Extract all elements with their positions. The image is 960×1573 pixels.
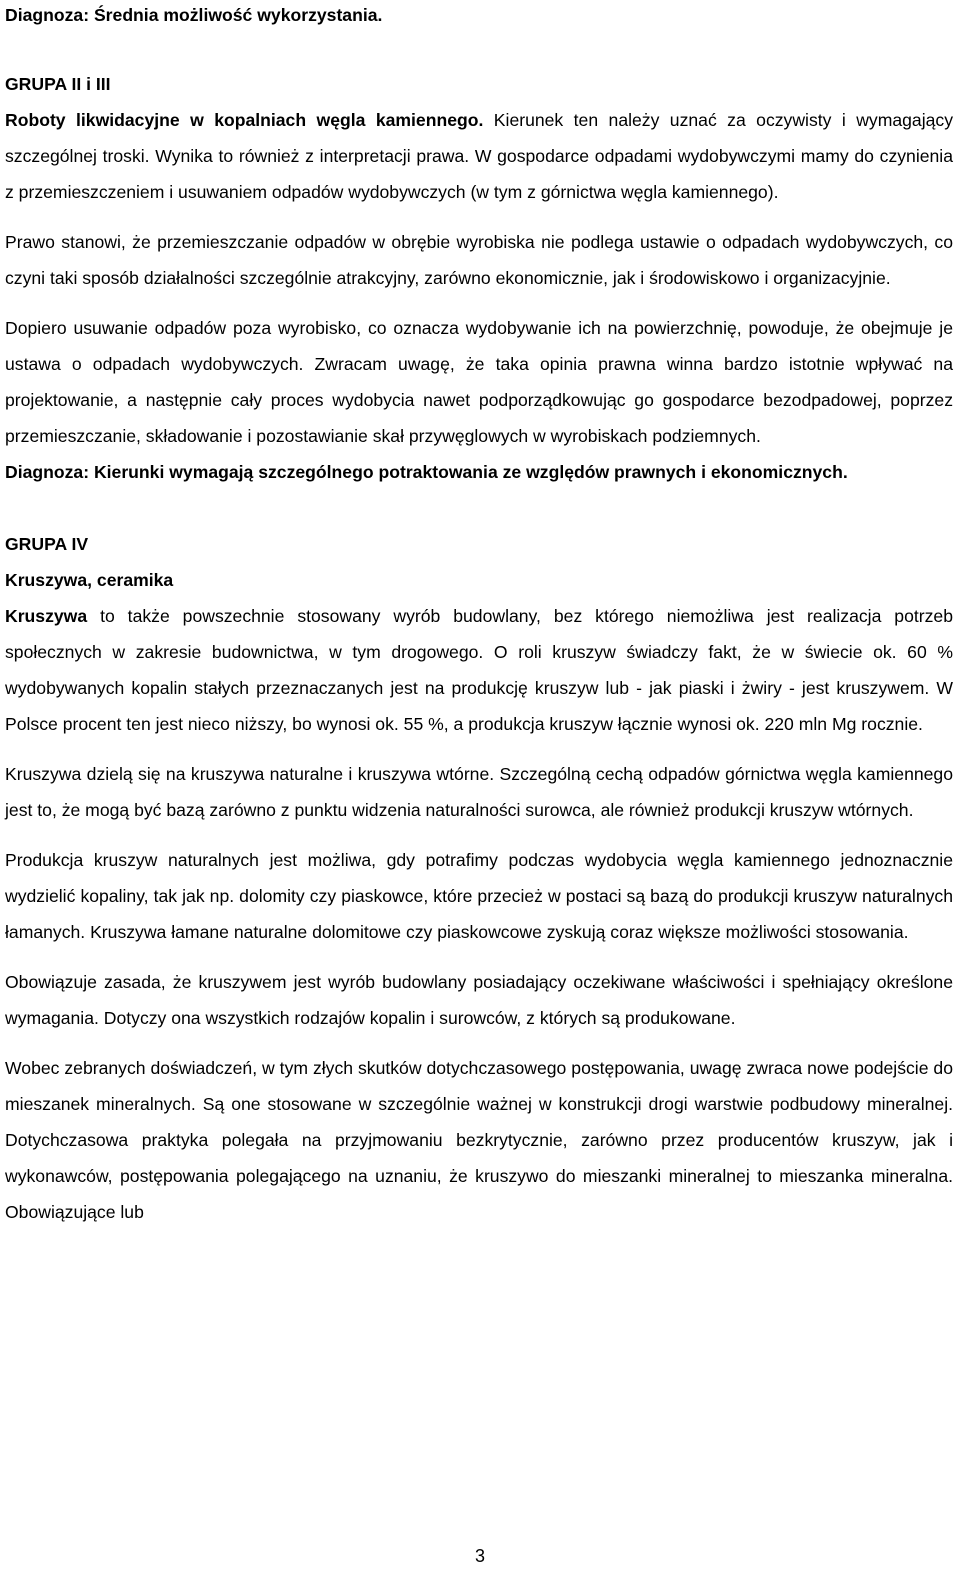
page-number: 3 — [474, 1546, 485, 1566]
group-4-paragraph-3: Produkcja kruszyw naturalnych jest możliwa, gdy potrafimy podczas wydobycia węgla kamiennego jednoznacznie wydzielić kopaliny, tak jak np. dolomity czy piaskowce, które przecież w postaci są bazą do produkcji kruszyw naturalnych łamanych. Kruszywa łamane naturalne dolomitowe czy piaskowcowe zyskują coraz większe możliwości stosowania. — [5, 850, 953, 942]
group-4-paragraph-2: Kruszywa dzielą się na kruszywa naturalne i kruszywa wtórne. Szczególną cechą odpadów górnictwa węgla kamiennego jest to, że mogą być bazą zarówno z punktu widzenia naturalności surowca, ale również produkcji kruszyw wtórnych. — [5, 764, 953, 820]
group-2-3-paragraph-3: Dopiero usuwanie odpadów poza wyrobisko, co oznacza wydobywanie ich na powierzchnię, powoduje, że obejmuje je ustawa o odpadach wydobywczych. Zwracam uwagę, że taka opinia prawna winna bardzo istotnie wpływać na projektowanie, a następnie cały proces wydobycia nawet podporządkowując go gospodarce bezodpadowej, poprzez przemieszczanie, składowanie i pozostawianie skał przywęglowych w wyrobiskach podziemnych. — [5, 318, 953, 446]
group-2-3-heading: GRUPA II i III — [5, 74, 111, 94]
group-4-subheading: Kruszywa, ceramika — [5, 570, 174, 590]
document-page — [5, 0, 953, 1230]
group-2-3-paragraph-1-body: Kierunek ten należy uznać za oczywisty i wymagający szczególnej troski. Wynika to również z interpretacji prawa. W gospodarce odpadami wydobywczymi mamy do czynienia z przemieszczeniem i usuwaniem odpadów wydobywczych (w tym z górnictwa węgla kamiennego). — [5, 110, 953, 202]
group-4-paragraph-1-lead: Kruszywa — [5, 606, 88, 626]
group-4-paragraph-4: Obowiązuje zasada, że kruszywem jest wyrób budowlany posiadający oczekiwane właściwości i spełniający określone wymagania. Dotyczy ona wszystkich rodzajów kopalin i surowców, z których są produkowane. — [5, 972, 953, 1028]
group-2-3-diagnosis: Diagnoza: Kierunki wymagają szczególnego potraktowania ze względów prawnych i ekonomicznych. — [5, 462, 848, 482]
diagnosis-top: Diagnoza: Średnia możliwość wykorzystania. — [5, 5, 383, 25]
group-4-paragraph-1 — [5, 598, 953, 742]
group-2-3-paragraph-1 — [5, 102, 953, 210]
group-2-3-paragraph-2: Prawo stanowi, że przemieszczanie odpadów w obrębie wyrobiska nie podlega ustawie o odpadach wydobywczych, co czyni taki sposób działalności szczególnie atrakcyjny, zarówno ekonomicznie, jak i środowiskowo i organizacyjnie. — [5, 232, 953, 288]
group-4-paragraph-5: Wobec zebranych doświadczeń, w tym złych skutków dotychczasowego postępowania, uwagę zwraca nowe podejście do mieszanek mineralnych. Są one stosowane w szczególnie ważnej w konstrukcji drogi warstwie podbudowy mineralnej. Dotychczasowa praktyka polegała na przyjmowaniu bezkrytycznie, zarówno przez producentów kruszyw, jak i wykonawców, postępowania polegającego na uznaniu, że kruszywo do mieszanki mineralnej to mieszanka mineralna. Obowiązujące lub — [5, 1058, 953, 1222]
group-4-paragraph-1-body: to także powszechnie stosowany wyrób budowlany, bez którego niemożliwa jest realizacja potrzeb społecznych w zakresie budownictwa, w tym drogowego. O roli kruszyw świadczy fakt, że w świecie ok. 60 % wydobywanych kopalin stałych przeznaczanych jest na produkcję kruszyw lub - jak piaski i żwiry - jest kruszywem. W Polsce procent ten jest nieco niższy, bo wynosi ok. 55 %, a produkcja kruszyw łącznie wynosi ok. 220 mln Mg rocznie. — [5, 606, 953, 734]
group-4-heading: GRUPA IV — [5, 534, 89, 554]
group-2-3-paragraph-1-lead: Roboty likwidacyjne w kopalniach węgla kamiennego. — [5, 110, 484, 130]
